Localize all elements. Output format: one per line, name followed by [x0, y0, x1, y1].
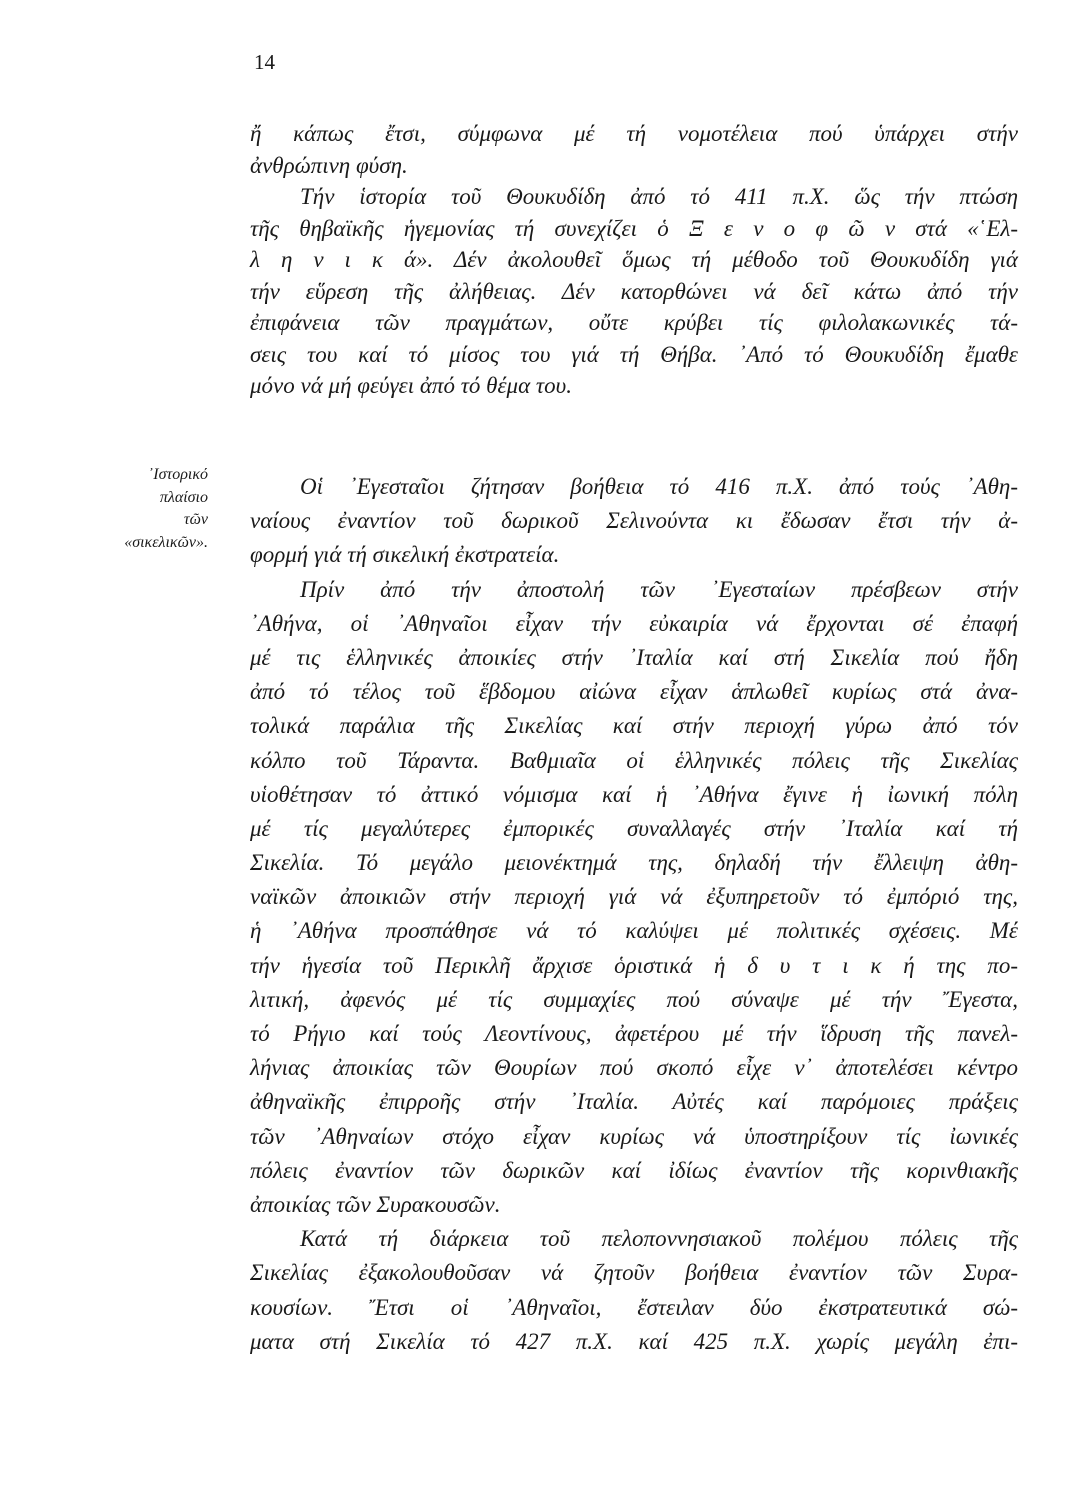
text-line: σεις του καί τό μίσος του γιά τή Θήβα. ᾿Από τό Θουκυδίδη ἔμαθε — [250, 341, 1018, 367]
text-line: μέ τις ἑλληνικές ἀποικίες στήν ᾿Ιταλία καί στή Σικελία πού ἤδη — [250, 644, 1018, 670]
text-line: τό Ρήγιο καί τούς Λεοντίνους, ἀφετέρου μέ τήν ἵδρυση τῆς πανελ- — [250, 1021, 1018, 1046]
text-line: λήνιας ἀποικίας τῶν Θουρίων πού σκοπό εἶχε ν᾿ ἀποτελέσει κέντρο — [250, 1055, 1018, 1081]
text-section-2 — [250, 470, 1018, 1359]
text-line: ἤ κάπως ἔτσι, σύμφωνα μέ τή νομοτέλεια πού ὑπάρχει στήν — [250, 121, 1018, 146]
text-line: ἀποικίας τῶν Συρακουσῶν. — [250, 1191, 501, 1217]
text-line: Οἱ ᾿Εγεσταῖοι ζήτησαν βοήθεια τό 416 π.Χ. ἀπό τούς ᾿Αθη- — [300, 474, 1018, 499]
text-line: Σικελία. Τό μεγάλο μειονέκτημά της, δηλαδή τήν ἔλλειψη ἀθη- — [250, 850, 1018, 876]
text-line: κουσίων. Ἔτσι οἱ ᾿Αθηναῖοι, ἔστειλαν δύο ἐκστρατευτικά σώ- — [250, 1294, 1018, 1320]
margin-note-line: «σικελικῶν». — [124, 533, 208, 551]
text-line: Τήν ἱστορία τοῦ Θουκυδίδη ἀπό τό 411 π.Χ. ὥς τήν πτώση — [300, 184, 1018, 209]
text-line: ναίους ἐναντίον τοῦ δωρικοῦ Σελινούντα κι ἔδωσαν ἔτσι τήν ἀ- — [250, 508, 1018, 534]
text-line: λ η ν ι κ ά». Δέν ἀκολουθεῖ ὅμως τή μέθοδο τοῦ Θουκυδίδη γιά — [250, 247, 1018, 272]
text-line: πόλεις ἐναντίον τῶν δωρικῶν καί ἰδίως ἐναντίον τῆς κορινθιακῆς — [250, 1157, 1018, 1183]
text-line: φορμή γιά τή σικελική ἐκστρατεία. — [250, 542, 560, 568]
text-line: τολικά παράλια τῆς Σικελίας καί στήν περιοχή γύρω ἀπό τόν — [250, 713, 1018, 739]
text-line: ἀνθρώπινη φύση. — [250, 152, 408, 178]
text-line: Σικελίας ἐξακολουθοῦσαν νά ζητοῦν βοήθεια ἐναντίον τῶν Συρα- — [250, 1260, 1018, 1286]
text-line: μόνο νά μή φεύγει ἀπό τό θέμα του. — [250, 373, 572, 398]
text-line: λιτική, ἀφενός μέ τίς συμμαχίες πού σύναψε μέ τήν Ἔγεστα, — [250, 986, 1018, 1012]
text-line: τήν ἡγεσία τοῦ Περικλῆ ἄρχισε ὁριστικά ἡ δ υ τ ι κ ή της πο- — [250, 952, 1018, 978]
text-line: μέ τίς μεγαλύτερες ἐμπορικές συναλλαγές στήν ᾿Ιταλία καί τή — [250, 815, 1018, 841]
text-line: ἐπιφάνεια τῶν πραγμάτων, οὔτε κρύβει τίς φιλολακωνικές τά- — [250, 310, 1018, 335]
text-line: Κατά τή διάρκεια τοῦ πελοποννησιακοῦ πολέμου πόλεις τῆς — [300, 1226, 1018, 1252]
margin-note-line: ᾿Ιστορικό — [147, 466, 208, 483]
text-line: τήν εὕρεση τῆς ἀλήθειας. Δέν κατορθώνει νά δεῖ κάτω ἀπό τήν — [250, 278, 1018, 304]
page-number: 14 — [254, 50, 275, 74]
text-line: ναϊκῶν ἀποικιῶν στήν περιοχή γιά νά ἐξυπηρετοῦν τό ἐμπόριό της, — [250, 884, 1018, 910]
text-line: κόλπο τοῦ Τάραντα. Βαθμιαῖα οἱ ἑλληνικές πόλεις τῆς Σικελίας — [250, 747, 1018, 773]
text-line: Πρίν ἀπό τήν ἀποστολή τῶν ᾿Εγεσταίων πρέσβεων στήν — [300, 576, 1018, 602]
text-section-1 — [250, 118, 1018, 402]
margin-note-line: πλαίσιο — [159, 488, 208, 506]
margin-note — [90, 464, 208, 554]
text-line: τῶν ᾿Αθηναίων στόχο εἶχαν κυρίως νά ὑποστηρίξουν τίς ἰωνικές — [250, 1123, 1018, 1149]
margin-note-line: τῶν — [183, 511, 208, 528]
text-line: ματα στή Σικελία τό 427 π.Χ. καί 425 π.Χ. χωρίς μεγάλη ἐπι- — [250, 1328, 1018, 1354]
text-line: υἱοθέτησαν τό ἀττικό νόμισμα καί ἡ ᾿Αθήνα ἔγινε ἡ ἰωνική πόλη — [250, 781, 1018, 807]
text-line: ᾿Αθήνα, οἱ ᾿Αθηναῖοι εἶχαν τήν εὐκαιρία νά ἔρχονται σέ ἐπαφή — [250, 610, 1018, 636]
text-line: ἀθηναϊκῆς ἐπιρροῆς στήν ᾿Ιταλία. Αὐτές καί παρόμοιες πράξεις — [250, 1089, 1018, 1115]
text-line: ἡ ᾿Αθήνα προσπάθησε νά τό καλύψει μέ πολιτικές σχέσεις. Μέ — [250, 918, 1018, 944]
text-line: ἀπό τό τέλος τοῦ ἕβδομου αἰώνα εἶχαν ἁπλωθεῖ κυρίως στά ἀνα- — [250, 679, 1018, 705]
text-line: τῆς θηβαϊκῆς ἡγεμονίας τή συνεχίζει ὁ Ξ ε ν ο φ ῶ ν στά «῾Ελ- — [250, 215, 1018, 241]
